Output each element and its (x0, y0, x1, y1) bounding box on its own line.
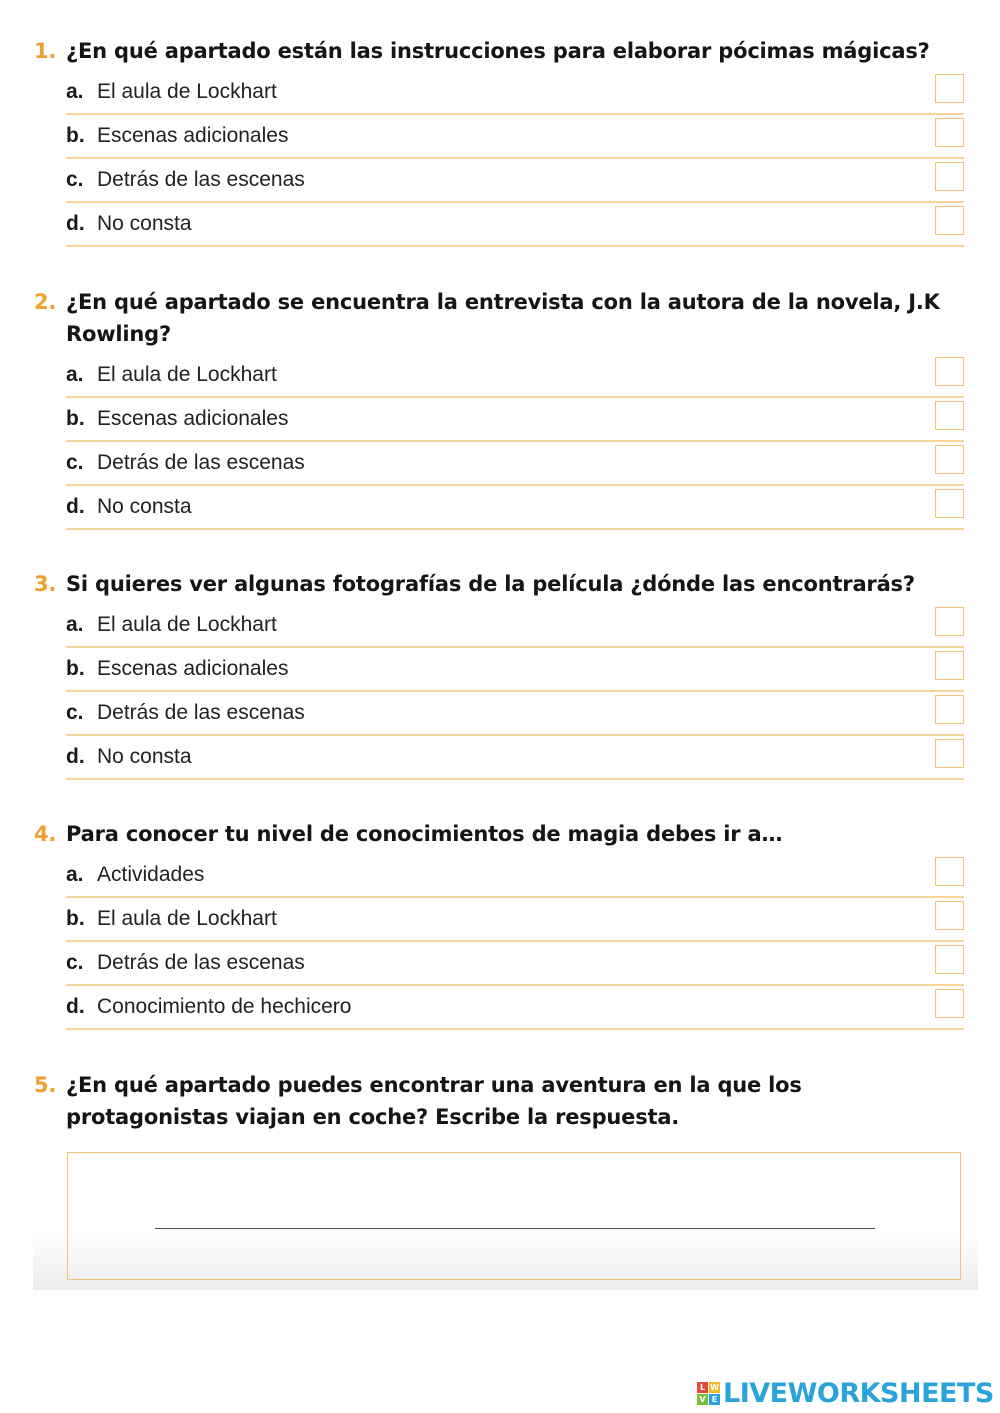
option-letter: a. (66, 613, 84, 636)
option-a (66, 854, 964, 898)
logo-grid-icon (697, 1382, 720, 1405)
answer-checkbox[interactable] (935, 489, 964, 518)
answer-checkbox[interactable] (935, 74, 964, 103)
option-letter: b. (66, 657, 85, 680)
option-text: No consta (97, 495, 192, 518)
question-number: 2. (34, 290, 57, 314)
option-text: El aula de Lockhart (97, 363, 277, 386)
option-c (66, 942, 964, 986)
option-text: El aula de Lockhart (97, 907, 277, 930)
question-1 (34, 35, 964, 247)
logo-grid-letter: E (709, 1394, 720, 1405)
option-a (66, 71, 964, 115)
option-c (66, 692, 964, 736)
option-letter: d. (66, 495, 85, 518)
option-text: El aula de Lockhart (97, 80, 277, 103)
option-letter: b. (66, 407, 85, 430)
option-d (66, 986, 964, 1030)
option-letter: a. (66, 363, 84, 386)
question-2 (34, 286, 964, 530)
answer-checkbox[interactable] (935, 607, 964, 636)
option-letter: c. (66, 951, 84, 974)
answer-checkbox[interactable] (935, 989, 964, 1018)
logo-grid-letter: W (710, 1383, 719, 1392)
option-text: El aula de Lockhart (97, 613, 277, 636)
option-letter: d. (66, 745, 85, 768)
question-text: ¿En qué apartado se encuentra la entrevista con la autora de la novela, J.K Rowling? (66, 290, 940, 346)
option-d (66, 736, 964, 780)
answer-checkbox[interactable] (935, 401, 964, 430)
option-b (66, 398, 964, 442)
question-3 (34, 568, 964, 780)
logo-grid-letter: V (697, 1394, 708, 1405)
question-number: 4. (34, 822, 57, 846)
answer-checkbox[interactable] (935, 857, 964, 886)
answer-checkbox[interactable] (935, 739, 964, 768)
option-letter: a. (66, 863, 84, 886)
logo-grid-letter: L (697, 1382, 708, 1393)
option-d (66, 203, 964, 247)
answer-checkbox[interactable] (935, 118, 964, 147)
option-text: Escenas adicionales (97, 407, 289, 430)
option-b (66, 898, 964, 942)
option-c (66, 159, 964, 203)
logo-text: LIVEWORKSHEETS (723, 1378, 994, 1409)
option-text: Conocimiento de hechicero (97, 995, 352, 1018)
options-list (66, 71, 964, 247)
question-title (34, 818, 964, 850)
option-letter: c. (66, 168, 84, 191)
option-a (66, 604, 964, 648)
option-letter: c. (66, 451, 84, 474)
question-4 (34, 818, 964, 1030)
option-b (66, 115, 964, 159)
answer-line (155, 1228, 875, 1229)
option-text: Escenas adicionales (97, 657, 289, 680)
question-number: 5. (34, 1073, 57, 1097)
answer-checkbox[interactable] (935, 695, 964, 724)
answer-checkbox[interactable] (935, 206, 964, 235)
option-a (66, 354, 964, 398)
option-text: Escenas adicionales (97, 124, 289, 147)
option-text: Detrás de las escenas (97, 451, 305, 474)
question-title (34, 1069, 964, 1133)
option-text: No consta (97, 745, 192, 768)
option-text: Detrás de las escenas (97, 951, 305, 974)
option-d (66, 486, 964, 530)
option-letter: a. (66, 80, 84, 103)
question-number: 3. (34, 572, 57, 596)
option-text: Detrás de las escenas (97, 168, 305, 191)
option-letter: c. (66, 701, 84, 724)
options-list (66, 354, 964, 530)
options-list (66, 604, 964, 780)
answer-checkbox[interactable] (935, 445, 964, 474)
question-number: 1. (34, 39, 57, 63)
answer-checkbox[interactable] (935, 945, 964, 974)
option-text: No consta (97, 212, 192, 235)
option-text: Actividades (97, 863, 205, 886)
question-title (34, 568, 964, 600)
answer-checkbox[interactable] (935, 162, 964, 191)
option-b (66, 648, 964, 692)
option-c (66, 442, 964, 486)
question-text: ¿En qué apartado están las instrucciones para elaborar pócimas mágicas? (66, 39, 930, 63)
question-title (34, 35, 964, 67)
options-list (66, 854, 964, 1030)
answer-checkbox[interactable] (935, 357, 964, 386)
option-letter: d. (66, 212, 85, 235)
answer-checkbox[interactable] (935, 651, 964, 680)
question-text: Si quieres ver algunas fotografías de la película ¿dónde las encontrarás? (66, 572, 915, 596)
option-letter: b. (66, 124, 85, 147)
answer-checkbox[interactable] (935, 901, 964, 930)
question-text: Para conocer tu nivel de conocimientos de magia debes ir a… (66, 822, 783, 846)
liveworksheets-logo (697, 1378, 994, 1409)
question-5 (34, 1069, 964, 1133)
answer-input[interactable] (155, 1196, 879, 1228)
option-letter: d. (66, 995, 85, 1018)
question-title (34, 286, 964, 350)
option-letter: b. (66, 907, 85, 930)
question-text: ¿En qué apartado puedes encontrar una aventura en la que los protagonistas viajan en coche? Escribe la respuesta. (66, 1073, 802, 1129)
option-text: Detrás de las escenas (97, 701, 305, 724)
